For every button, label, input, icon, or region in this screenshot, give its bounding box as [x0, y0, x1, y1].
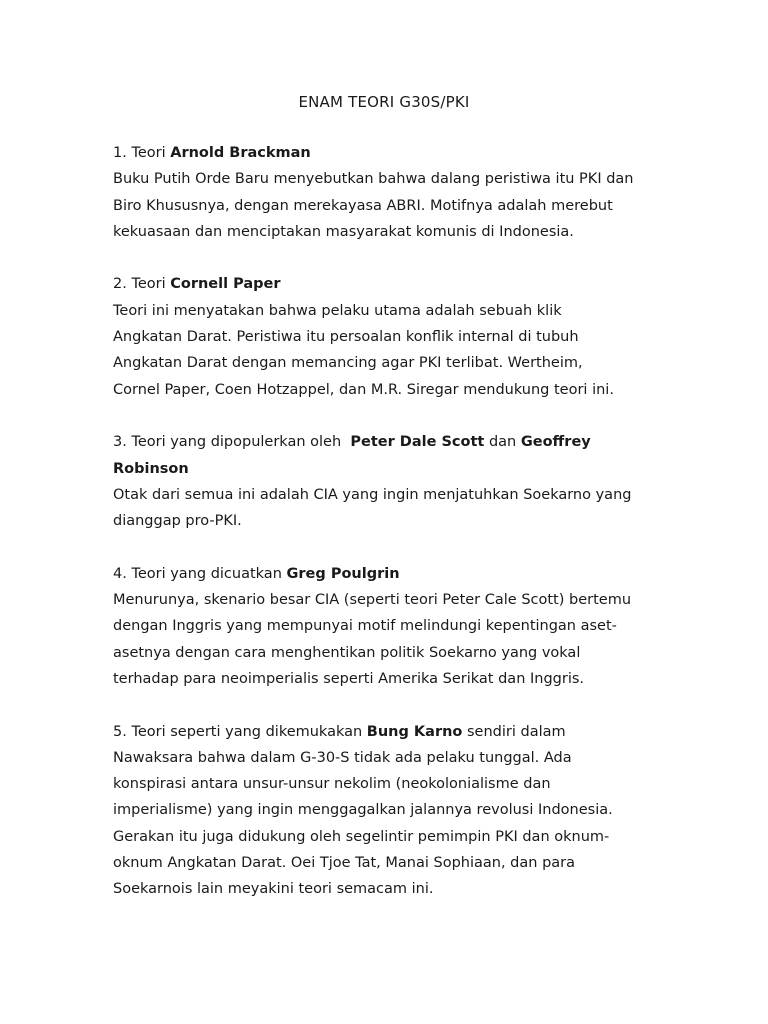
heading-prefix: 1. Teori — [113, 145, 171, 161]
paragraph-line: Biro Khususnya, dengan merekayasa ABRI. Motifnya adalah merebut — [113, 197, 613, 214]
paragraph-line: terhadap para neoimperialis seperti Amerika Serikat dan Inggris. — [113, 670, 585, 687]
section-heading — [113, 561, 673, 587]
paragraph-line: Otak dari semua ini adalah CIA yang ingin menjatuhkan Soekarno yang — [113, 486, 632, 503]
paragraph-line: Angkatan Darat. Peristiwa itu persoalan konflik internal di tubuh — [113, 329, 579, 346]
section-heading — [113, 271, 673, 297]
paragraph-line: dengan Inggris yang mempunyai motif melindungi kepentingan aset- — [113, 618, 617, 635]
section-heading — [113, 719, 673, 745]
paragraph-line: oknum Angkatan Darat. Oei Tjoe Tat, Manai Sophiaan, dan para — [113, 855, 576, 872]
heading-prefix: 3. Teori yang dipopulerkan oleh — [113, 434, 351, 451]
paragraph-line: Menurunya, skenario besar CIA (seperti teori Peter Cale Scott) bertemu — [113, 592, 632, 609]
paragraph-line: asetnya dengan cara menghentikan politik Soekarno yang vokal — [113, 644, 581, 661]
paragraph-line: Gerakan itu juga didukung oleh segelintir pemimpin PKI dan oknum- — [113, 828, 610, 845]
theory-section-1 — [113, 140, 673, 245]
paragraph-line: kekuasaan dan menciptakan masyarakat komunis di Indonesia. — [113, 223, 574, 240]
heading-prefix: 5. Teori seperti yang dikemukakan — [113, 723, 367, 740]
theorist-name: Peter Dale Scott — [350, 434, 485, 451]
theorist-name-2: Geoffrey — [520, 434, 591, 451]
theorist-name: Bung Karno — [366, 723, 463, 740]
paragraph-line: Angkatan Darat dengan memancing agar PKI terlibat. Wertheim, — [113, 355, 583, 372]
paragraph-line: Soekarnois lain meyakini teori semacam ini. — [113, 881, 434, 898]
heading-prefix: 4. Teori yang dicuatkan — [113, 565, 287, 582]
paragraph-line: Nawaksara bahwa dalam G-30-S tidak ada pelaku tunggal. Ada — [113, 749, 572, 766]
heading-prefix: 2. Teori — [113, 276, 171, 293]
section-heading — [113, 429, 673, 455]
theorist-name: Cornell Paper — [170, 276, 281, 293]
paragraph-line: konspirasi antara unsur-unsur nekolim (neokolonialisme dan — [113, 776, 551, 793]
paragraph-line: Buku Putih Orde Baru menyebutkan bahwa dalang peristiwa itu PKI dan — [113, 171, 634, 188]
heading-suffix: sendiri dalam — [462, 723, 566, 740]
theory-section-3 — [113, 429, 673, 534]
theory-section-4 — [113, 561, 673, 692]
theorist-name: Arnold Brackman — [170, 145, 311, 161]
paragraph-line: Cornel Paper, Coen Hotzappel, dan M.R. Siregar mendukung teori ini. — [113, 381, 614, 398]
theory-section-5 — [113, 719, 673, 903]
paragraph-line: imperialisme) yang ingin menggagalkan jalannya revolusi Indonesia. — [113, 802, 613, 819]
paragraph-line: dianggap pro-PKI. — [113, 513, 242, 530]
paragraph-line: Teori ini menyatakan bahwa pelaku utama adalah sebuah klik — [113, 302, 562, 319]
theory-section-2 — [113, 271, 673, 402]
theorist-name: Greg Poulgrin — [286, 565, 400, 582]
heading-conjunction: dan — [484, 434, 521, 451]
theorist-name-2-continued: Robinson — [113, 460, 189, 477]
document-body — [113, 140, 673, 929]
section-heading — [113, 140, 673, 166]
document-title: ENAM TEORI G30S/PKI — [298, 93, 470, 111]
